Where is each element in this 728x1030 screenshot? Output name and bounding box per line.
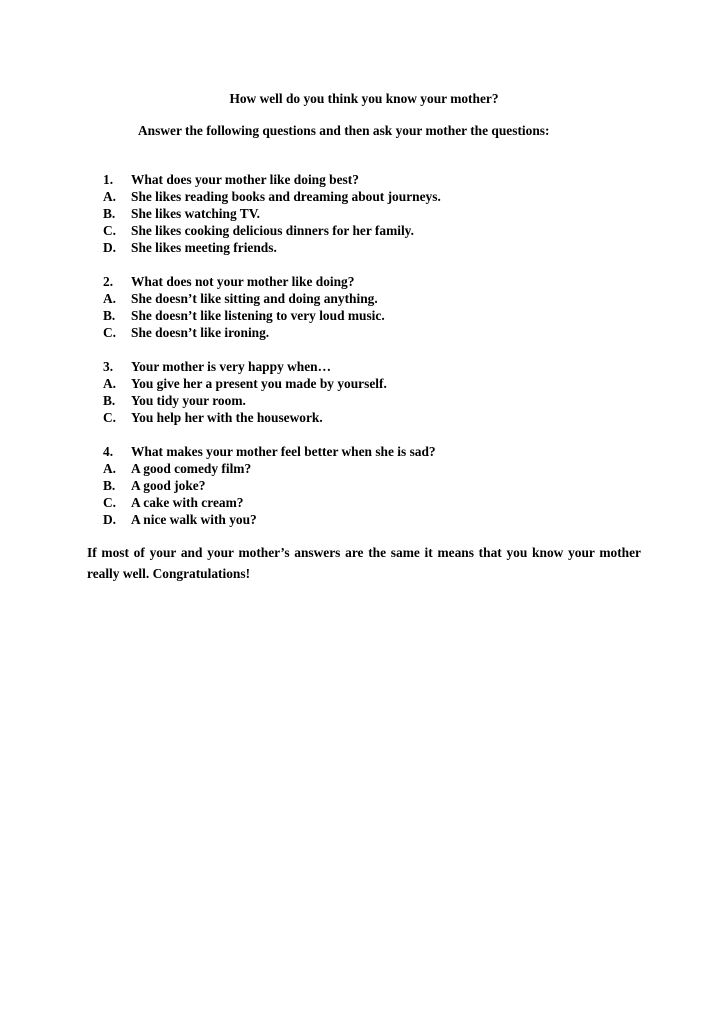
option-letter: C. (103, 410, 117, 425)
instructions-text: Answer the following questions and then ask your mother the questions: (138, 123, 550, 138)
question-number: 3. (103, 359, 114, 374)
option-line (103, 392, 663, 409)
option-line (103, 222, 663, 239)
question-4 (103, 443, 663, 528)
question-number: 4. (103, 444, 114, 459)
option-letter: D. (103, 512, 117, 527)
option-line (103, 460, 663, 477)
option-letter: C. (103, 223, 117, 238)
option-text: She doesn’t like ironing. (131, 325, 270, 340)
option-text: You tidy your room. (131, 393, 246, 408)
option-letter: B. (103, 478, 116, 493)
conclusion-text: If most of your and your mother’s answers are the same it means that you know your mother really well. Congratulations! (87, 545, 641, 581)
option-text: A nice walk with you? (131, 512, 257, 527)
option-letter: A. (103, 189, 117, 204)
option-line (103, 290, 663, 307)
option-text: You give her a present you made by yourself. (131, 376, 387, 391)
question-line (103, 273, 663, 290)
question-3 (103, 358, 663, 426)
option-text: She likes watching TV. (131, 206, 260, 221)
option-letter: D. (103, 240, 117, 255)
question-list (103, 171, 663, 545)
option-line (103, 511, 663, 528)
option-text: She likes reading books and dreaming about journeys. (131, 189, 441, 204)
option-letter: B. (103, 206, 116, 221)
option-letter: C. (103, 325, 117, 340)
option-letter: B. (103, 308, 116, 323)
question-text: What does your mother like doing best? (131, 172, 359, 187)
document-title: How well do you think you know your mother? (229, 91, 499, 106)
option-text: She likes cooking delicious dinners for her family. (131, 223, 414, 238)
option-line (103, 494, 663, 511)
option-line (103, 205, 663, 222)
option-line (103, 324, 663, 341)
option-letter: B. (103, 393, 116, 408)
question-line (103, 171, 663, 188)
option-line (103, 375, 663, 392)
question-number: 2. (103, 274, 114, 289)
question-text: What makes your mother feel better when she is sad? (131, 444, 436, 459)
option-line (103, 477, 663, 494)
option-text: A good comedy film? (131, 461, 252, 476)
option-text: You help her with the housework. (131, 410, 323, 425)
option-letter: A. (103, 461, 117, 476)
option-text: She likes meeting friends. (131, 240, 277, 255)
option-text: A cake with cream? (131, 495, 244, 510)
question-line (103, 358, 663, 375)
option-text: A good joke? (131, 478, 206, 493)
question-1 (103, 171, 663, 256)
question-2 (103, 273, 663, 341)
option-letter: A. (103, 291, 117, 306)
option-text: She doesn’t like sitting and doing anything. (131, 291, 378, 306)
question-number: 1. (103, 172, 114, 187)
option-line (103, 239, 663, 256)
option-line (103, 409, 663, 426)
option-line (103, 307, 663, 324)
question-text: What does not your mother like doing? (131, 274, 355, 289)
question-line (103, 443, 663, 460)
option-line (103, 188, 663, 205)
option-text: She doesn’t like listening to very loud music. (131, 308, 385, 323)
question-text: Your mother is very happy when… (131, 359, 332, 374)
option-letter: C. (103, 495, 117, 510)
option-letter: A. (103, 376, 117, 391)
